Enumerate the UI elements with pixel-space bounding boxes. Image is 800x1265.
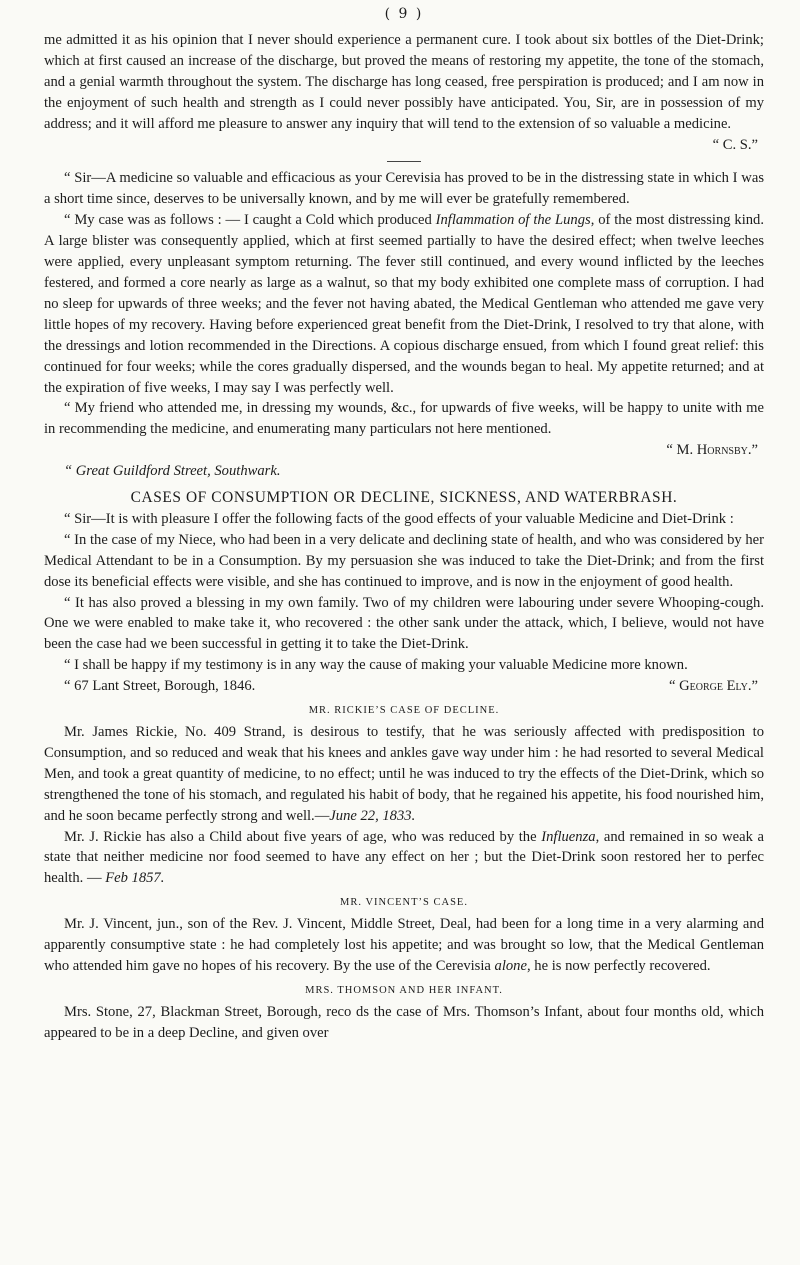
case-heading: MRS. THOMSON AND HER INFANT. xyxy=(305,984,503,996)
testimonial-paragraph: “ In the case of my Niece, who had been in a very delicate and declining state of health, and who was considered by her Medical Attendant to be in a Consumption. By my persuasion she was induced to take the Diet-Drink; and from the first dose its beneficial effects were visible, and she has continued to improve, and is now in the enjoyment of good health. xyxy=(44,531,764,590)
text-run: Mr. J. Rickie has also a Child about five years of age, who was reduced by the xyxy=(64,828,542,845)
case-paragraph xyxy=(44,827,764,890)
address: “ 67 Lant Street, Borough, 1846. xyxy=(64,678,256,695)
date: Feb 1857. xyxy=(105,870,165,887)
text-run: “ My case was as follows : — I caught a Cold which produced xyxy=(64,212,436,229)
signature: “ C. S.” xyxy=(712,136,758,153)
text-run: Mr. J. Vincent, jun., son of the Rev. J. Vincent, Middle Street, Deal, had been for a long time in a very alarming and apparently consumptive state : he had completely lost his appetite; and was brought so low, that the Medical Gentleman who attended him gave no hopes of his recovery. By the use of the Cerevisia xyxy=(44,916,764,974)
case-heading: MR. RICKIE’S CASE OF DECLINE. xyxy=(308,705,500,717)
testimonial-paragraph: “ My friend who attended me, in dressing my wounds, &c., for upwards of five weeks, will be happy to unite with me in recommending the medicine, and enumerating many particulars not here mentioned. xyxy=(44,400,764,438)
testimonial-paragraph xyxy=(44,210,764,398)
case-paragraph xyxy=(44,914,764,977)
text-run: , of the most distressing kind. A large blister was consequently applied, which at first seemed partially to have the desired effect; when twelve leeches were applied, every unpleasant symptom returning. The fever still continued, and every wound inflicted by the leeches festered, and formed a core nearly as large as a walnut, so that my body exhibited one complete mass of corruption. I had no sleep for upwards of three weeks; and the fever not having abated, the Medical Gentleman who attended me gave very little hopes of my recovery. Having before experienced great benefit from the Diet-Drink, I resolved to try that alone, with the dressings and lotion recommended in the Directions. A copious discharge ensued, from which I found great relief: this continued for four weeks; while the cores gradually dispersed, and the wounds began to heal. My appetite returned; and at the expiration of five weeks, I may say I was perfectly well. xyxy=(44,212,764,396)
date: June 22, 1833. xyxy=(329,807,416,824)
case-paragraph: Mrs. Stone, 27, Blackman Street, Borough, reco ds the case of Mrs. Thomson’s Infant, about four months old, which appeared to be in a deep Decline, and given over xyxy=(44,1003,764,1041)
signature: “ George Ely.” xyxy=(668,678,758,695)
address-text: “ Great Guildford Street, Southwark. xyxy=(64,463,281,480)
section-heading: CASES OF CONSUMPTION OR DECLINE, SICKNESS, AND WATERBRASH. xyxy=(130,489,678,507)
italic-text: Inflammation of the Lungs xyxy=(435,212,591,229)
address-signature-line xyxy=(44,676,764,697)
text-run: , and remained in so weak a state that neither medicine nor food seemed to have any effect on her ; but the Diet-Drink soon restored her to perfec health. — xyxy=(44,828,764,887)
text-run: , he is now perfectly recovered. xyxy=(526,957,711,974)
italic-text: Influenza xyxy=(541,828,596,845)
divider xyxy=(387,161,421,162)
page-number: ( 9 ) xyxy=(384,6,424,22)
signature-name: “ M. Hornsby.” xyxy=(666,442,758,459)
page-body xyxy=(44,30,764,1044)
case-paragraph xyxy=(44,722,764,827)
testimonial-paragraph: “ It has also proved a blessing in my own family. Two of my children were labouring under severe Whooping-cough. One we were enabled to make take it, who recovered : the other sank under the attack, which, I believe, would not have been the case had we been successful in getting it to take the Diet-Drink. xyxy=(44,594,764,653)
testimonial-paragraph: “ Sir—A medicine so valuable and efficacious as your Cerevisia has proved to be in the distressing state in which I was a short time since, deserves to be universally known, and by me will ever be gratefully remembered. xyxy=(44,170,764,208)
case-heading: MR. VINCENT’S CASE. xyxy=(340,897,468,909)
signature xyxy=(44,440,764,461)
testimonial-paragraph: “ Sir—It is with pleasure I offer the following facts of the good effects of your valuable Medicine and Diet-Drink : xyxy=(64,510,734,527)
testimonial-paragraph: me admitted it as his opinion that I never should experience a permanent cure. I took about six bottles of the Diet-Drink; which at first caused an increase of the discharge, but proved the means of restoring my appetite, the tone of the stomach, and a genial warmth throughout the system. The discharge has long ceased, free perspiration is produced; and I am now in the enjoyment of such health and strength as I could never possibly have anticipated. You, Sir, are in possession of my address; and it will afford me pleasure to answer any inquiry that will tend to the extension of so valuable a medicine. xyxy=(44,32,764,132)
address xyxy=(44,461,764,482)
italic-text: alone xyxy=(494,957,527,974)
text-run: Mr. James Rickie, No. 409 Strand, is desirous to testify, that he was seriously affected with predisposition to Consumption, and so reduced and weak that his knees and ankles gave way under him : he had resorted to several Medical Men, and took a great quantity of medicine, to no effect; until he was induced to try the effects of the Diet-Drink, which so strengthened the tone of his stomach, and regulated his habit of body, that he regained his appetite, his food nourished him, and he soon became perfectly strong and well.— xyxy=(44,724,764,824)
testimonial-paragraph: “ I shall be happy if my testimony is in any way the cause of making your valuable Medicine more known. xyxy=(64,657,688,674)
